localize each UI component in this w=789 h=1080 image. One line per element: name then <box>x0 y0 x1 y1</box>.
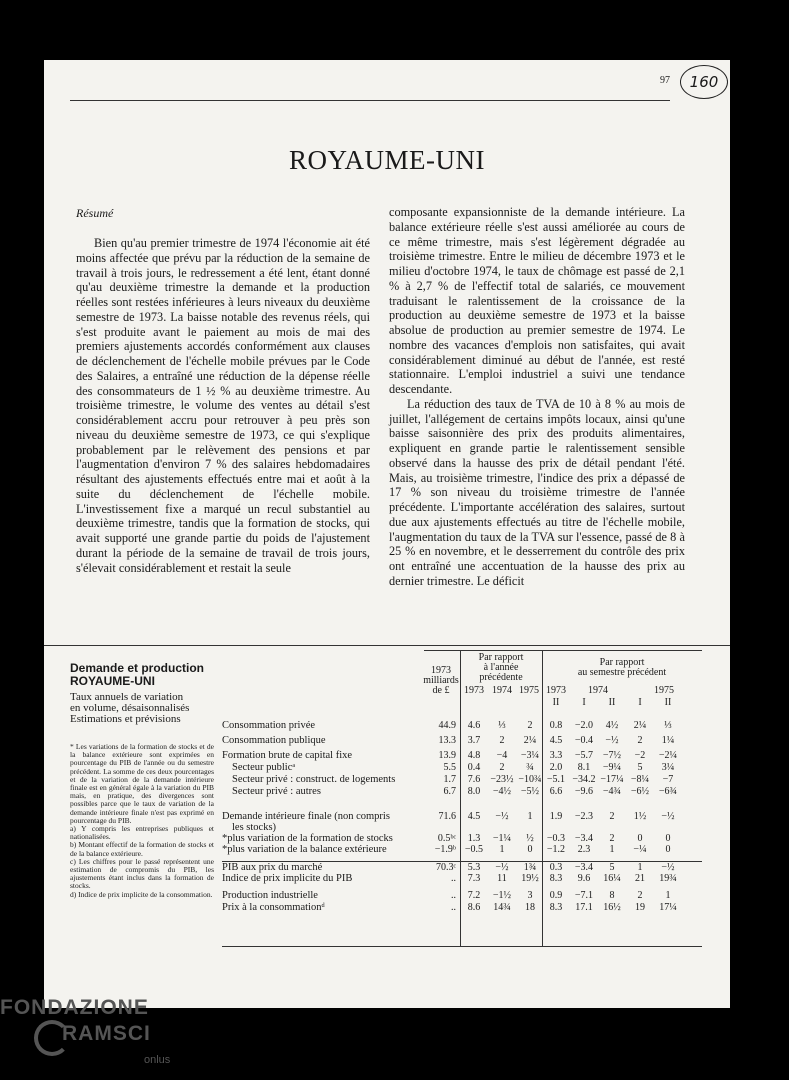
table-cell: 4.5 <box>549 735 563 746</box>
table-cell: 8 <box>609 890 615 901</box>
table-cell: 7.2 <box>467 890 481 901</box>
table-cell: 8.0 <box>467 786 481 797</box>
data-table <box>222 650 702 950</box>
table-cell: −8¼ <box>630 774 650 785</box>
table-cell: 2 <box>609 833 615 844</box>
table-cell: 0.5ᵇᶜ <box>437 833 456 844</box>
row-label: *plus variation de la formation de stocks <box>222 833 393 844</box>
text-column-right <box>389 205 685 589</box>
row-label: Demande intérieure finale (non compris <box>222 811 390 822</box>
row-label: Formation brute de capital fixe <box>222 750 353 761</box>
row-label: Prix à la consommationᵈ <box>222 902 325 913</box>
table-cell: ½ <box>526 833 534 844</box>
paragraph: composante expansionniste de la demande intérieure. La balance extérieure réelle s'est aussi améliorée au cours de ce même trimestre, mais s'est légèrement dégradée au troisième trimestre. Entre le milieu de décembre 1973 et le milieu d'octobre 1974, le taux de chômage est passé de 2,1 % à 2,7 % de l'effectif total de salariés, ce mouvement traduisant le ralentissement de la croissance de la production au deuxième semestre de 1973 et la baisse absolue de production au premier semestre de 1974. Le nombre des vacances d'emplois non satisfaites, qui avait considérablement diminué au début de l'année, est resté stationnaire. L'emploi industriel a suivi une tendance descendante. <box>389 205 685 396</box>
table-cell: 8.3 <box>549 902 563 913</box>
table-cell: 1 <box>665 890 671 901</box>
logo-text: FONDAZIONE <box>0 996 149 1019</box>
note: a) Y compris les entreprises publiques et nationalisées. <box>70 824 214 842</box>
header-text: au semestre précédent <box>577 667 667 678</box>
table-bottom-rule <box>222 946 702 947</box>
table-cell: −6½ <box>630 786 650 797</box>
row-label: les stocks) <box>232 822 277 833</box>
table-cell: −5.7 <box>574 750 594 761</box>
subtitle-line: en volume, désaisonnalisés <box>70 702 190 714</box>
table-title <box>70 662 204 688</box>
table-cell: 9.6 <box>577 873 591 884</box>
table-cell: 2 <box>499 762 505 773</box>
table-cell: 0 <box>665 844 671 855</box>
table-cell: 11 <box>497 873 507 884</box>
table-cell: 0.4 <box>467 762 481 773</box>
table-cell: 7.6 <box>467 774 481 785</box>
table-cell: 7.3 <box>467 873 481 884</box>
header-base <box>422 666 460 696</box>
table-top-rule <box>424 650 702 651</box>
row-label: Consommation privée <box>222 720 316 731</box>
table-cell: 0.8 <box>549 720 563 731</box>
table-cell: ⅓ <box>498 720 506 731</box>
header-semiannual <box>542 658 702 678</box>
table-cell: 1.7 <box>443 774 456 785</box>
table-cell: 8.1 <box>577 762 591 773</box>
row-label: Secteur privé : construct. de logements <box>232 774 396 785</box>
table-cell: 2.0 <box>549 762 563 773</box>
row-label: Secteur publicᵃ <box>232 762 296 773</box>
header-text: milliards <box>423 675 459 686</box>
row-label: PIB aux prix du marché <box>222 862 323 873</box>
header-semester: I <box>638 697 642 708</box>
table-cell: −9.6 <box>574 786 594 797</box>
table-cell: 0.9 <box>549 890 563 901</box>
row-label: Production industrielle <box>222 890 318 901</box>
table-cell: −½ <box>661 862 675 873</box>
table-cell: 14¾ <box>493 902 511 913</box>
table-cell: −½ <box>495 862 509 873</box>
table-title-country: ROYAUME-UNI <box>70 674 155 688</box>
page-number: 97 <box>660 75 670 86</box>
table-cell: 6.6 <box>549 786 563 797</box>
table-cell: 4.5 <box>467 811 481 822</box>
table-cell: 1½ <box>633 811 647 822</box>
page-title: ROYAUME-UNI <box>289 145 485 175</box>
table-cell: −0.5 <box>464 844 484 855</box>
header-text: précédente <box>479 672 523 683</box>
table-cell: 2 <box>527 720 533 731</box>
row-label: *plus variation de la balance extérieure <box>222 844 387 855</box>
table-cell: −0.3 <box>546 833 566 844</box>
header-text: Par rapport <box>478 652 524 663</box>
header-text: à l'année <box>483 662 519 673</box>
table-cell: 44.9 <box>438 720 456 731</box>
table-cell: −10¾ <box>518 774 542 785</box>
table-cell: 19¾ <box>659 873 677 884</box>
table-cell: −¼ <box>633 844 647 855</box>
table-cell: −7.1 <box>574 890 594 901</box>
table-cell: −17¼ <box>600 774 624 785</box>
header-rule <box>70 100 670 101</box>
table-title-line: Demande et production <box>70 661 205 675</box>
header-year: 1975 <box>519 685 539 696</box>
table-cell: −1.9ᵇ <box>434 844 456 855</box>
table-cell: 8.6 <box>467 902 481 913</box>
row-label: Secteur privé : autres <box>232 786 321 797</box>
table-cell: 2 <box>499 735 505 746</box>
table-cell: 1¾ <box>523 862 537 873</box>
table-cell: −1½ <box>492 890 512 901</box>
paragraph: La réduction des taux de TVA de 10 à 8 % au mois de juillet, l'allégement de certains impôts locaux, ainsi qu'une baisse saisonnière des prix des produits alimentaires, expliquent en grande partie le ralentissement sensible observé dans la hausse des prix de détail pendant l'été. Mais, au troisième trimestre, l'indice des prix a dépassé de 17 % son niveau du troisième trimestre de l'année précédente. L'importante accélération des salaires, surtout due aux ajustements effectués au titre de l'échelle mobile, l'augmentation du taux de la TVA sur l'essence, passé de 8 à 25 % en novembre, et le desserrement du contrôle des prix ont entraîné une accentuation de la hausse des prix au dernier trimestre. Le déficit <box>389 396 685 588</box>
table-cell: 5 <box>609 862 615 873</box>
table-cell: −2¼ <box>658 750 678 761</box>
table-cell: 71.6 <box>438 811 456 822</box>
header-semester: II <box>552 697 560 708</box>
row-label: Consommation publique <box>222 735 326 746</box>
table-cell: 2 <box>609 811 615 822</box>
table-cell: 18 <box>525 902 535 913</box>
table-cell: −4½ <box>492 786 512 797</box>
table-cell: −0.4 <box>574 735 594 746</box>
table-cell: −7½ <box>602 750 622 761</box>
table-cell: −23½ <box>490 774 514 785</box>
table-cell: 4.8 <box>467 750 481 761</box>
table-cell: ⅓ <box>664 720 672 731</box>
table-cell: −4 <box>496 750 508 761</box>
header-year: 1974 <box>492 685 512 696</box>
table-cell: 3 <box>527 890 533 901</box>
header-text: 1973 <box>431 665 451 676</box>
table-cell: .. <box>451 890 456 901</box>
paragraph: Bien qu'au premier trimestre de 1974 l'économie ait été moins affectée que prévu par la réduction de la semaine de travail à trois jours, le redressement a été lent, étant donné qu'au deuxième trimestre la demande et la production réelles sont restées inférieures à leurs niveaux du deuxième semestre de 1973. La baisse notable des revenus réels, qui s'est produite avant le paiement au mois de mai des premiers ajustements accordés conformément aux clauses de déclenchement de l'échelle mobile prévues par le Code des Salaires, a entraîné une réduction de la dépense réelle des consommateurs de 1 ½ % au deuxième trimestre. Au troisième trimestre, le volume des ventes au détail s'est considérablement accru pour retrouver à peu près son niveau du deuxième semestre de 1973, ce qui s'explique probablement par le relèvement des pensions et par l'augmentation d'environ 7 % des salaires hebdomadaires résultant des ajustements effectués entre mai et août à la suite du déclenchement de l'échelle mobile. L'investissement fixe a marqué un recul substantiel au deuxième trimestre, tandis que la formation de stocks, qui avait supporté une grande partie du poids de l'ajustement durant la période de la semaine de travail de trois jours, s'élevait considérablement et restait la seule <box>76 236 370 575</box>
table-cell: 1 <box>609 844 615 855</box>
table-cell: 3.3 <box>549 750 563 761</box>
table-cell: 4½ <box>605 720 619 731</box>
text-column-left <box>76 236 370 575</box>
table-cell: 16¼ <box>603 873 621 884</box>
header-semester: II <box>664 697 672 708</box>
note: b) Montant effectif de la formation de stocks et de la balance extérieure. <box>70 840 214 858</box>
table-cell: 13.3 <box>438 735 456 746</box>
table-cell: 2¼ <box>633 720 647 731</box>
table-cell: 3.7 <box>467 735 481 746</box>
table-cell: 17¼ <box>659 902 677 913</box>
table-cell: 21 <box>635 873 645 884</box>
header-year: 1973 <box>464 685 484 696</box>
table-cell: 6.7 <box>443 786 456 797</box>
subtitle-line: Estimations et prévisions <box>70 713 181 725</box>
table-cell: 0 <box>665 833 671 844</box>
table-cell: 1 <box>499 844 505 855</box>
table-cell: 1 <box>527 811 533 822</box>
table-cell: 0 <box>527 844 533 855</box>
table-cell: −½ <box>495 811 509 822</box>
resume-heading: Résumé <box>76 206 114 220</box>
table-cell: −2.0 <box>574 720 594 731</box>
table-cell: 70.3ᶜ <box>435 862 456 873</box>
table-cell: 2 <box>637 890 643 901</box>
table-cell: −7 <box>662 774 674 785</box>
table-subtitle <box>70 692 189 725</box>
table-cell: 17.1 <box>575 902 593 913</box>
table-cell: 19 <box>635 902 645 913</box>
table-cell: −4¾ <box>602 786 622 797</box>
table-cell: −3¼ <box>520 750 540 761</box>
table-cell: −2.3 <box>574 811 594 822</box>
table-cell: 3¼ <box>661 762 675 773</box>
table-cell: .. <box>451 902 456 913</box>
header-semester: II <box>608 697 616 708</box>
note: * Les variations de la formation de stocks et de la balance extérieure sont exprimées en pourcentage du PIB de l'année ou du semestre précédent. La somme de ces deux pourcentages et de la variation de la demande intérieure finale est en général égale à la variation du PIB mais, en pratique, des divergences sont possibles parce que le taux de variation de la demande intérieure finale n'est pas exprimé en pourcentage du PIB. <box>70 742 214 825</box>
table-cell: −½ <box>605 735 619 746</box>
table-cell: 4.6 <box>467 720 481 731</box>
logo-subtext: onlus <box>144 1054 171 1066</box>
table-cell: 0.3 <box>549 862 563 873</box>
table-cell: 1 <box>637 862 643 873</box>
table-cell: 5.3 <box>467 862 481 873</box>
table-cell: −1¼ <box>492 833 512 844</box>
table-cell: 5.5 <box>443 762 456 773</box>
table-cell: −5½ <box>520 786 540 797</box>
table-cell: −5.1 <box>546 774 566 785</box>
table-cell: 19½ <box>521 873 539 884</box>
table-cell: 2¼ <box>523 735 537 746</box>
table-cell: .. <box>451 873 456 884</box>
note: c) Les chiffres pour le passé représentent une estimation de compromis du PIB, les ajustements étant inclus dans la formation de stocks. <box>70 856 214 891</box>
header-year: 1974 <box>588 685 608 696</box>
table-cell: −1.2 <box>546 844 566 855</box>
header-text: de £ <box>432 685 450 696</box>
table-cell: 1.3 <box>467 833 481 844</box>
table-cell: 0 <box>637 833 643 844</box>
header-semester: I <box>582 697 586 708</box>
row-label: Indice de prix implicite du PIB <box>222 873 353 884</box>
header-text: Par rapport <box>599 657 645 668</box>
section-rule <box>44 645 730 646</box>
header-year: 1975 <box>654 685 674 696</box>
table-cell: −9¼ <box>602 762 622 773</box>
table-cell: 13.9 <box>438 750 456 761</box>
table-cell: 16½ <box>603 902 621 913</box>
table-cell: −3.4 <box>574 833 594 844</box>
logo-text: RAMSCI <box>62 1022 151 1045</box>
table-cell: 1.9 <box>549 811 563 822</box>
table-cell: 8.3 <box>549 873 563 884</box>
table-cell: ¾ <box>526 762 534 773</box>
table-cell: −3.4 <box>574 862 594 873</box>
note: d) Indice de prix implicite de la consommation. <box>70 889 213 899</box>
table-notes <box>70 743 214 899</box>
header-year: 1973 <box>546 685 566 696</box>
table-cell: 5 <box>637 762 643 773</box>
table-cell: 1¼ <box>661 735 675 746</box>
table-cell: −2 <box>634 750 646 761</box>
table-cell: 2.3 <box>577 844 591 855</box>
table-cell: −½ <box>661 811 675 822</box>
header-annual <box>460 653 542 683</box>
subtitle-line: Taux annuels de variation <box>70 691 184 703</box>
table-cell: −34.2 <box>572 774 596 785</box>
document-page <box>44 60 730 1008</box>
archive-stamp: 160 <box>680 65 728 99</box>
table-cell: 2 <box>637 735 643 746</box>
table-cell: −6¾ <box>658 786 678 797</box>
